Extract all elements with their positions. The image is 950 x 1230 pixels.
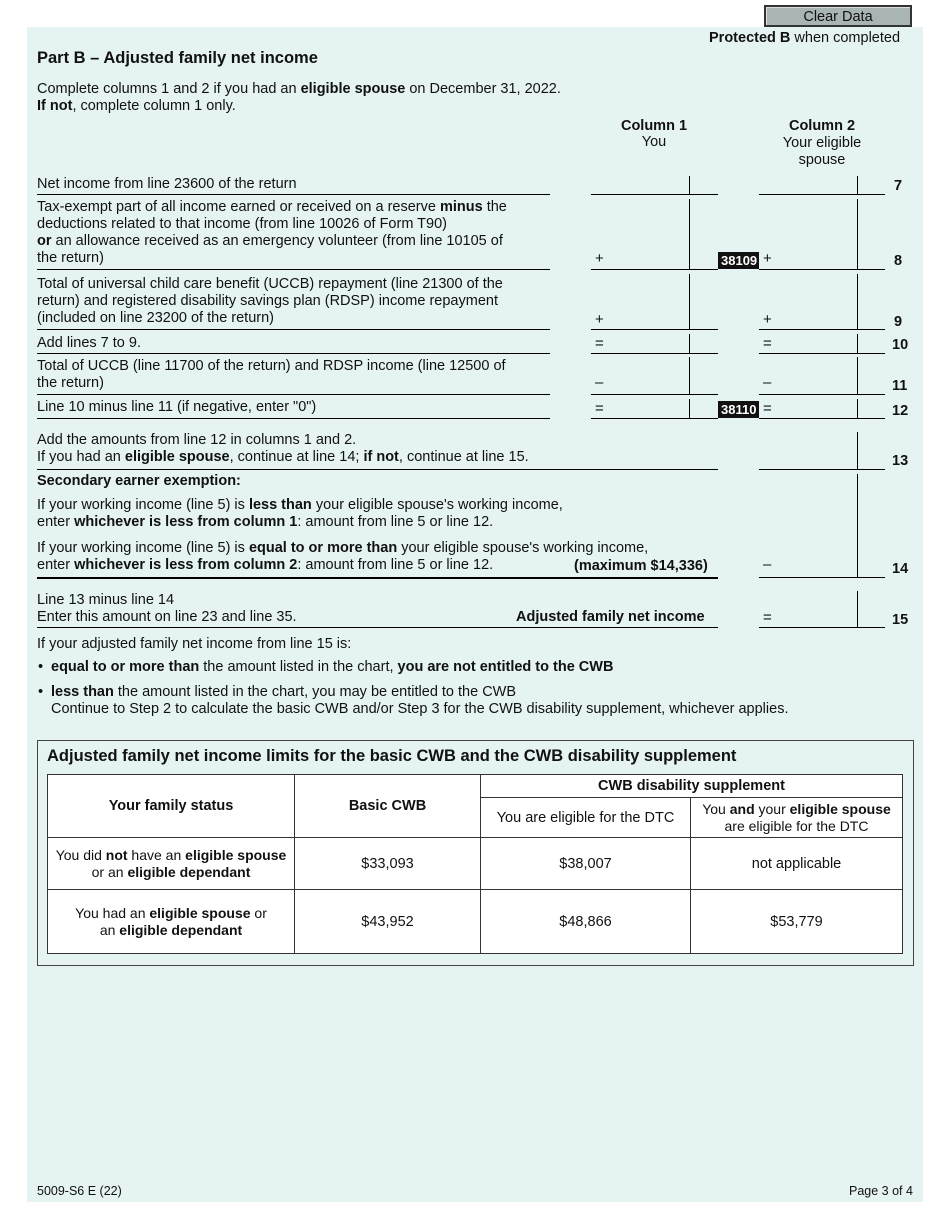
line-15-label: Line 13 minus line 14 Enter this amount on line 23 and line 35. bbox=[37, 592, 297, 625]
line-8-col1-dollars[interactable] bbox=[591, 199, 690, 270]
row-spouse-status: You had an eligible spouse or an eligible dependant bbox=[48, 890, 295, 954]
line-number: 13 bbox=[892, 453, 909, 469]
bullet-2: • less than the amount listed in the chart, you may be entitled to the CWB Continue to Step 2 to calculate the basic CWB and/or Step 3 for the CWB disability supplement, whichever applies. bbox=[38, 684, 789, 717]
divider bbox=[37, 394, 550, 395]
line-10-col2-cents[interactable] bbox=[858, 334, 885, 354]
row-no-spouse-basic: $33,093 bbox=[295, 838, 481, 890]
divider bbox=[37, 469, 718, 470]
row-no-spouse-both: not applicable bbox=[691, 838, 903, 890]
line-8-label: Tax-exempt part of all income earned or received on a reserve minus the deductions related to that income (from line 10026 of Form T90) or an allowance received as an emergency volunteer (from line 10105 of the return) bbox=[37, 199, 507, 266]
line-12-label: Line 10 minus line 11 (if negative, enter "0") bbox=[37, 399, 317, 415]
divider bbox=[37, 194, 550, 195]
line-10-label: Add lines 7 to 9. bbox=[37, 335, 141, 351]
line-10-col1-cents[interactable] bbox=[690, 334, 718, 354]
clear-data-button[interactable]: Clear Data bbox=[764, 5, 912, 27]
column-1-header: Column 1 You bbox=[620, 118, 688, 150]
equals-sign: = bbox=[763, 400, 772, 417]
line-14-para-1: If your working income (line 5) is less than your eligible spouse's working income, enter whichever is less from column 1: amount from line 5 or line 12. bbox=[37, 497, 563, 530]
equals-sign: = bbox=[763, 335, 772, 352]
line-7-label: Net income from line 23600 of the return bbox=[37, 176, 297, 192]
line-11-col2-dollars[interactable] bbox=[759, 357, 858, 395]
line-7-col2-cents[interactable] bbox=[858, 176, 885, 195]
line-13-dollars[interactable] bbox=[759, 432, 858, 470]
line-15-cents[interactable] bbox=[858, 591, 885, 628]
intro-line-1: Complete columns 1 and 2 if you had an eligible spouse on December 31, 2022. bbox=[37, 81, 561, 97]
divider bbox=[37, 577, 718, 579]
line-14-dollars[interactable] bbox=[759, 474, 858, 578]
divider bbox=[37, 627, 718, 628]
line-8-col2-dollars[interactable] bbox=[759, 199, 858, 270]
line-11-col1-dollars[interactable] bbox=[591, 357, 690, 395]
row-spouse-basic: $43,952 bbox=[295, 890, 481, 954]
form-identifier: 5009-S6 E (22) bbox=[37, 1184, 122, 1198]
line-11-col1-cents[interactable] bbox=[690, 357, 718, 395]
income-limits-box bbox=[37, 740, 914, 966]
header-disability-supplement: CWB disability supplement bbox=[481, 775, 903, 798]
line-number: 8 bbox=[894, 253, 903, 269]
adjusted-family-net-income-label: Adjusted family net income bbox=[516, 609, 705, 625]
header-basic-cwb: Basic CWB bbox=[295, 775, 481, 838]
minus-sign: – bbox=[595, 374, 604, 391]
line-10-col1-dollars[interactable] bbox=[591, 334, 690, 354]
line-9-col2-dollars[interactable] bbox=[759, 274, 858, 330]
line-number: 15 bbox=[892, 612, 909, 628]
line-14-cents[interactable] bbox=[858, 474, 885, 578]
line-14-para-2: If your working income (line 5) is equal to or more than your eligible spouse's working income, enter whichever is less from column 2: amount from line 5 or line 12. bbox=[37, 540, 649, 573]
line-8-col1-cents[interactable] bbox=[690, 199, 718, 270]
row-no-spouse-status: You did not have an eligible spouse or an eligible dependant bbox=[48, 838, 295, 890]
line-number: 9 bbox=[894, 314, 903, 330]
header-family-status: Your family status bbox=[48, 775, 295, 838]
secondary-earner-heading: Secondary earner exemption: bbox=[37, 473, 241, 489]
line-11-col2-cents[interactable] bbox=[858, 357, 885, 395]
line-7-col1-cents[interactable] bbox=[690, 176, 718, 195]
limits-title: Adjusted family net income limits for the basic CWB and the CWB disability supplement bbox=[47, 747, 737, 765]
line-15-dollars[interactable] bbox=[759, 591, 858, 628]
line-9-col1-dollars[interactable] bbox=[591, 274, 690, 330]
line-7-col2-dollars[interactable] bbox=[759, 176, 858, 195]
line-number: 11 bbox=[892, 378, 908, 394]
header-eligible-dtc: You are eligible for the DTC bbox=[481, 798, 691, 838]
income-limits-table bbox=[47, 774, 903, 954]
line-8-col2-cents[interactable] bbox=[858, 199, 885, 270]
line-12-col2-cents[interactable] bbox=[858, 399, 885, 419]
maximum-note: (maximum $14,336) bbox=[574, 558, 708, 574]
line-9-label: Total of universal child care benefit (UCCB) repayment (line 21300 of the return) and registered disability savings plan (RDSP) income repayment (included on line 23200 of the return) bbox=[37, 276, 503, 326]
divider bbox=[37, 353, 550, 354]
bullet-1: • equal to or more than the amount listed in the chart, you are not entitled to the CWB bbox=[38, 659, 614, 675]
line-9-col1-cents[interactable] bbox=[690, 274, 718, 330]
line-code-38110: 38110 bbox=[718, 401, 759, 418]
equals-sign: = bbox=[595, 400, 604, 417]
line-10-col2-dollars[interactable] bbox=[759, 334, 858, 354]
minus-sign: – bbox=[763, 374, 772, 391]
line-number: 12 bbox=[892, 403, 909, 419]
line-12-col2-dollars[interactable] bbox=[759, 399, 858, 419]
plus-sign: + bbox=[595, 250, 604, 267]
intro-line-2: If not, complete column 1 only. bbox=[37, 98, 236, 114]
plus-sign: + bbox=[763, 250, 772, 267]
divider bbox=[37, 269, 550, 270]
line-12-col1-dollars[interactable] bbox=[591, 399, 690, 419]
eligibility-intro: If your adjusted family net income from line 15 is: bbox=[37, 636, 352, 652]
equals-sign: = bbox=[763, 609, 772, 626]
row-no-spouse-dtc: $38,007 bbox=[481, 838, 691, 890]
divider bbox=[37, 418, 550, 419]
plus-sign: + bbox=[763, 311, 772, 328]
line-9-col2-cents[interactable] bbox=[858, 274, 885, 330]
page-number: Page 3 of 4 bbox=[849, 1184, 913, 1198]
row-spouse-dtc: $48,866 bbox=[481, 890, 691, 954]
part-title: Part B – Adjusted family net income bbox=[37, 49, 318, 67]
divider bbox=[37, 329, 550, 330]
line-7-col1-dollars[interactable] bbox=[591, 176, 690, 195]
row-spouse-both: $53,779 bbox=[691, 890, 903, 954]
line-code-38109: 38109 bbox=[718, 252, 760, 269]
line-13-label: Add the amounts from line 12 in columns 1 and 2. If you had an eligible spouse, continue at line 14; if not, continue at line 15. bbox=[37, 432, 529, 465]
plus-sign: + bbox=[595, 311, 604, 328]
line-number: 14 bbox=[892, 561, 909, 577]
line-13-cents[interactable] bbox=[858, 432, 885, 470]
line-11-label: Total of UCCB (line 11700 of the return) and RDSP income (line 12500 of the return) bbox=[37, 358, 506, 391]
header-both-eligible-dtc: You and your eligible spouse are eligible for the DTC bbox=[691, 798, 903, 838]
minus-sign: – bbox=[763, 556, 772, 573]
line-number: 7 bbox=[894, 178, 903, 194]
protected-notice: Protected B when completed bbox=[709, 30, 901, 46]
equals-sign: = bbox=[595, 335, 604, 352]
line-number: 10 bbox=[892, 337, 909, 353]
column-2-header: Column 2 Your eligible spouse bbox=[782, 118, 862, 168]
line-12-col1-cents[interactable] bbox=[690, 399, 718, 419]
